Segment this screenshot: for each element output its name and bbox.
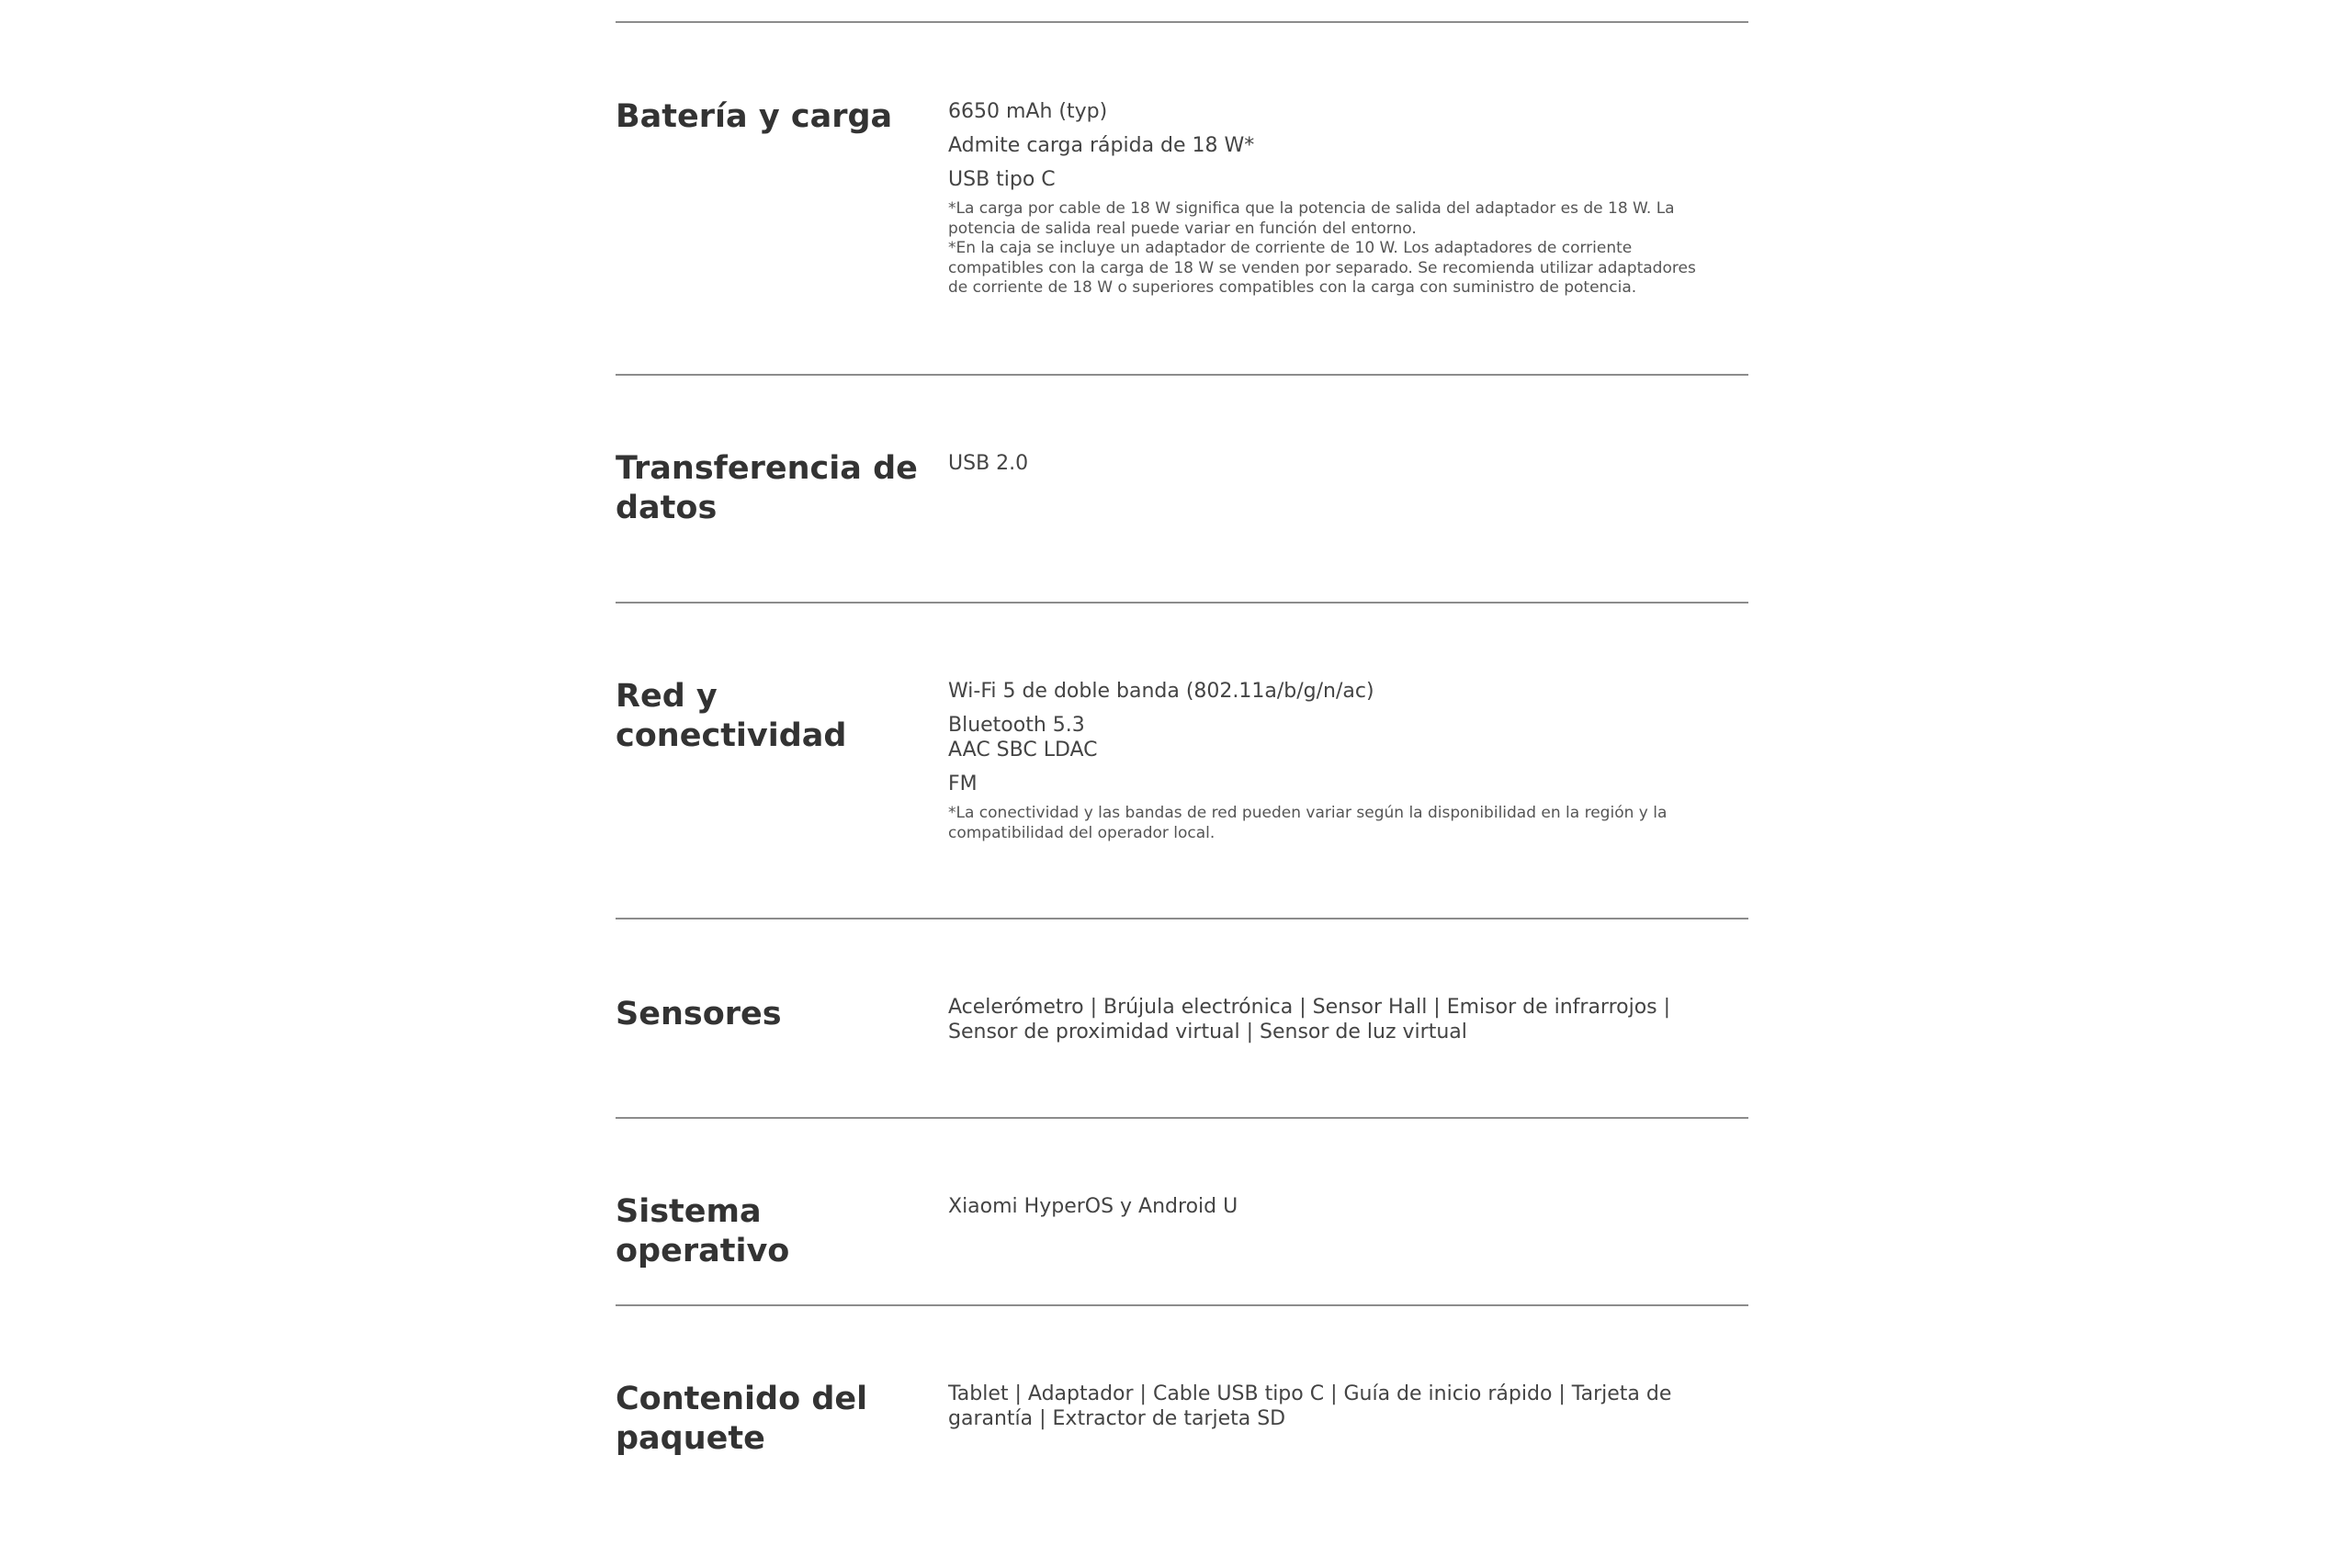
- spec-value: AAC SBC LDAC: [948, 739, 1098, 761]
- spec-title: Sistema operativo: [616, 1193, 790, 1269]
- spec-section-sistema: [616, 1117, 1748, 1305]
- spec-section-contenido: [616, 1304, 1748, 1516]
- spec-values: [948, 679, 1702, 843]
- spec-section-sensores: [616, 918, 1748, 1118]
- spec-footnote: *La conectividad y las bandas de red pueden variar según la disponibilidad en la región y la compatibilidad del operador local.: [948, 804, 1668, 842]
- spec-value: USB tipo C: [948, 168, 1056, 191]
- spec-title: Red y conectividad: [616, 678, 847, 754]
- spec-value: USB 2.0: [948, 452, 1029, 475]
- spec-value: Tablet | Adaptador | Cable USB tipo C | Guía de inicio rápido | Tarjeta de garantía | Extractor de tarjeta SD: [948, 1382, 1672, 1430]
- spec-section-red: [616, 602, 1748, 919]
- spec-title: Batería y carga: [616, 98, 893, 135]
- spec-value: Xiaomi HyperOS y Android U: [948, 1195, 1238, 1218]
- spec-footnote: *La carga por cable de 18 W significa que la potencia de salida del adaptador es de 18 W. La potencia de salida real puede variar en función del entorno.: [948, 199, 1675, 238]
- spec-value: Acelerómetro | Brújula electrónica | Sensor Hall | Emisor de infrarrojos | Sensor de proximidad virtual | Sensor de luz virtual: [948, 996, 1671, 1043]
- spec-section-bateria: [616, 21, 1748, 375]
- spec-title: Transferencia de datos: [616, 450, 918, 526]
- spec-value: Wi-Fi 5 de doble banda (802.11a/b/g/n/ac): [948, 680, 1374, 703]
- spec-values: [948, 1194, 1702, 1219]
- spec-values: [948, 995, 1702, 1044]
- spec-section-transferencia: [616, 374, 1748, 603]
- spec-values: [948, 451, 1702, 476]
- spec-value: Admite carga rápida de 18 W*: [948, 134, 1255, 157]
- spec-values: [948, 1382, 1702, 1431]
- spec-value: Bluetooth 5.3: [948, 714, 1085, 737]
- spec-title: Contenido del paquete: [616, 1381, 868, 1457]
- spec-value: 6650 mAh (typ): [948, 100, 1108, 123]
- spec-title: Sensores: [616, 996, 782, 1032]
- spec-value: FM: [948, 773, 978, 795]
- spec-values: [948, 99, 1702, 299]
- spec-footnote: *En la caja se incluye un adaptador de corriente de 10 W. Los adaptadores de corriente compatibles con la carga de 18 W se venden por separado. Se recomienda utilizar adaptadores de corriente de 18 W o superiores compatibles con la carga con suministro de potencia.: [948, 239, 1696, 297]
